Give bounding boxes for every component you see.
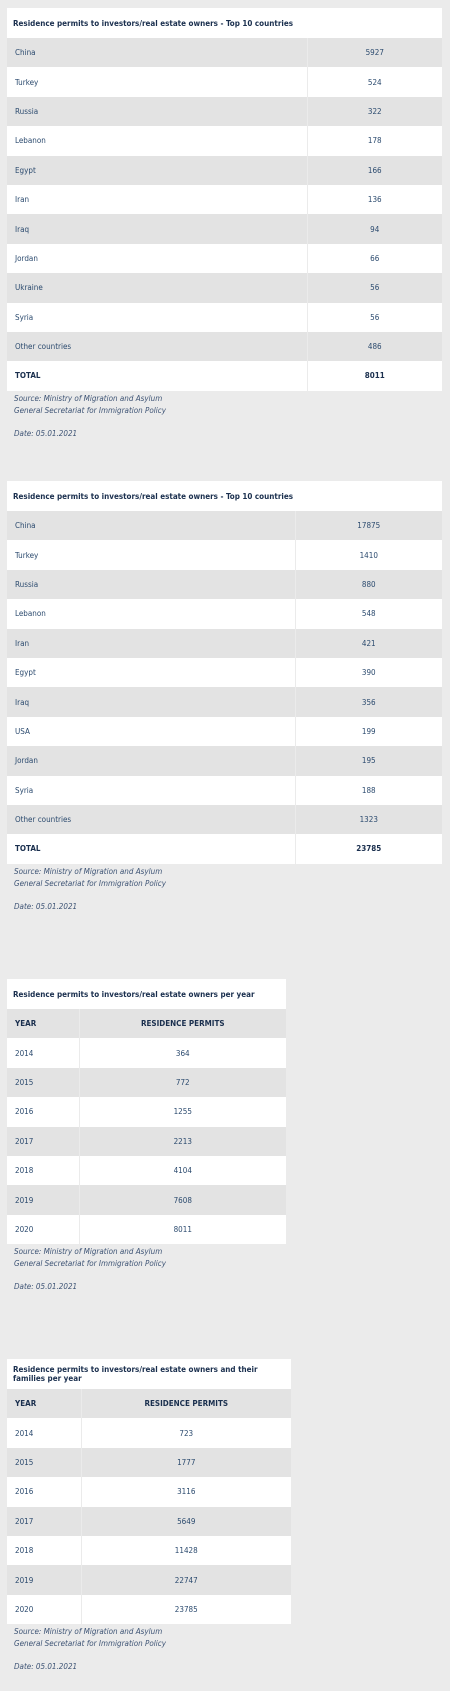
table-row — [7, 1536, 291, 1565]
row-label: China — [7, 38, 307, 67]
row-value: 195 — [295, 746, 442, 775]
row-label: 2017 — [7, 1507, 81, 1536]
source-note — [7, 393, 442, 417]
column-header-permits: RESIDENCE PERMITS — [81, 1389, 291, 1418]
row-label: 2018 — [7, 1536, 81, 1565]
table-row — [7, 1565, 291, 1594]
table-block-1 — [7, 8, 442, 438]
row-value: 5649 — [81, 1507, 291, 1536]
total-label: TOTAL — [7, 834, 295, 863]
table-row — [7, 1418, 291, 1447]
row-value: 11428 — [81, 1536, 291, 1565]
row-value: 524 — [307, 67, 442, 96]
row-label: Russia — [7, 97, 307, 126]
table-row — [7, 687, 442, 716]
source-line-1: Source: Ministry of Migration and Asylum — [14, 1627, 163, 1637]
source-line-1: Source: Ministry of Migration and Asylum — [14, 1247, 163, 1257]
table-caption: Residence permits to investors/real estate owners and their families per year — [7, 1359, 291, 1389]
row-label: Iraq — [7, 214, 307, 243]
row-value: 364 — [79, 1038, 286, 1067]
table-caption-row — [7, 8, 442, 38]
source-line-1: Source: Ministry of Migration and Asylum — [14, 866, 163, 876]
year-table-2 — [7, 1359, 291, 1624]
table-block-2 — [7, 481, 442, 911]
row-value: 723 — [81, 1418, 291, 1447]
table-row — [7, 38, 442, 67]
row-label: 2020 — [7, 1215, 79, 1244]
table-caption-row — [7, 481, 442, 511]
row-value: 17875 — [295, 511, 442, 540]
row-label: Ukraine — [7, 273, 307, 302]
date-note: Date: 05.01.2021 — [14, 901, 78, 911]
row-label: Other countries — [7, 332, 307, 361]
table-row — [7, 599, 442, 628]
table-row — [7, 126, 442, 155]
row-label: 2015 — [7, 1068, 79, 1097]
source-line-2: General Secretariat for Immigration Policy — [14, 1259, 166, 1269]
table-row — [7, 776, 442, 805]
row-label: 2014 — [7, 1418, 81, 1447]
row-value: 1410 — [295, 540, 442, 569]
source-line-2: General Secretariat for Immigration Policy — [14, 1639, 166, 1649]
row-label: Russia — [7, 570, 295, 599]
row-label: 2020 — [7, 1595, 81, 1624]
row-value: 880 — [295, 570, 442, 599]
row-value: 66 — [307, 244, 442, 273]
row-label: Other countries — [7, 805, 295, 834]
table-row — [7, 1448, 291, 1477]
source-line-2: General Secretariat for Immigration Policy — [14, 878, 166, 888]
row-value: 56 — [307, 303, 442, 332]
row-label: 2019 — [7, 1565, 81, 1594]
row-label: Iran — [7, 629, 295, 658]
table-caption: Residence permits to investors/real estate owners - Top 10 countries — [7, 8, 442, 38]
row-value: 7608 — [79, 1185, 286, 1214]
row-label: Jordan — [7, 746, 295, 775]
table-row — [7, 67, 442, 96]
table-row — [7, 156, 442, 185]
source-line-2: General Secretariat for Immigration Policy — [14, 405, 166, 415]
source-line-1: Source: Ministry of Migration and Asylum — [14, 393, 163, 403]
row-label: Syria — [7, 303, 307, 332]
table-row — [7, 658, 442, 687]
table-row — [7, 717, 442, 746]
row-value: 23785 — [81, 1595, 291, 1624]
row-label: Syria — [7, 776, 295, 805]
row-label: Iraq — [7, 687, 295, 716]
table-row — [7, 303, 442, 332]
row-label: USA — [7, 717, 295, 746]
table-row — [7, 185, 442, 214]
row-label: China — [7, 511, 295, 540]
table-row — [7, 1097, 286, 1126]
table-caption-row — [7, 979, 286, 1009]
table-row — [7, 1156, 286, 1185]
row-value: 772 — [79, 1068, 286, 1097]
table-header-row — [7, 1009, 286, 1038]
total-label: TOTAL — [7, 361, 307, 390]
row-label: Turkey — [7, 67, 307, 96]
row-value: 56 — [307, 273, 442, 302]
column-header-year: YEAR — [7, 1009, 79, 1038]
table-row — [7, 511, 442, 540]
row-label: 2018 — [7, 1156, 79, 1185]
date-note: Date: 05.01.2021 — [14, 1662, 78, 1672]
row-label: Egypt — [7, 658, 295, 687]
row-value: 8011 — [79, 1215, 286, 1244]
total-row — [7, 361, 442, 390]
table-row — [7, 1185, 286, 1214]
table-header-row — [7, 1389, 291, 1418]
table-row — [7, 540, 442, 569]
countries-table-1 — [7, 8, 442, 391]
total-value: 8011 — [307, 361, 442, 390]
row-value: 136 — [307, 185, 442, 214]
total-row — [7, 834, 442, 863]
row-label: 2017 — [7, 1127, 79, 1156]
row-value: 356 — [295, 687, 442, 716]
table-row — [7, 332, 442, 361]
row-value: 2213 — [79, 1127, 286, 1156]
row-label: Lebanon — [7, 126, 307, 155]
row-label: 2014 — [7, 1038, 79, 1067]
total-value: 23785 — [295, 834, 442, 863]
row-value: 1323 — [295, 805, 442, 834]
row-value: 421 — [295, 629, 442, 658]
table-row — [7, 214, 442, 243]
year-table-1 — [7, 979, 286, 1244]
row-label: Egypt — [7, 156, 307, 185]
date-note: Date: 05.01.2021 — [14, 1282, 78, 1292]
table-row — [7, 1595, 291, 1624]
table-row — [7, 1477, 291, 1506]
table-row — [7, 1127, 286, 1156]
row-value: 22747 — [81, 1565, 291, 1594]
row-label: Turkey — [7, 540, 295, 569]
row-label: Lebanon — [7, 599, 295, 628]
row-value: 4104 — [79, 1156, 286, 1185]
table-row — [7, 1068, 286, 1097]
table-row — [7, 1507, 291, 1536]
source-note — [7, 1626, 291, 1650]
row-value: 166 — [307, 156, 442, 185]
column-header-permits: RESIDENCE PERMITS — [79, 1009, 286, 1038]
source-note — [7, 866, 442, 890]
row-value: 1777 — [81, 1448, 291, 1477]
row-value: 548 — [295, 599, 442, 628]
table-caption: Residence permits to investors/real estate owners - Top 10 countries — [7, 481, 442, 511]
row-value: 188 — [295, 776, 442, 805]
table-caption-row — [7, 1359, 291, 1389]
table-row — [7, 244, 442, 273]
row-label: 2016 — [7, 1097, 79, 1126]
row-value: 178 — [307, 126, 442, 155]
table-row — [7, 746, 442, 775]
table-row — [7, 629, 442, 658]
row-value: 322 — [307, 97, 442, 126]
row-value: 390 — [295, 658, 442, 687]
row-value: 3116 — [81, 1477, 291, 1506]
table-row — [7, 1215, 286, 1244]
row-value: 1255 — [79, 1097, 286, 1126]
row-label: 2019 — [7, 1185, 79, 1214]
row-label: Iran — [7, 185, 307, 214]
row-label: 2016 — [7, 1477, 81, 1506]
table-row — [7, 570, 442, 599]
row-value: 5927 — [307, 38, 442, 67]
table-block-4 — [7, 1359, 291, 1671]
table-block-3 — [7, 979, 286, 1291]
row-value: 486 — [307, 332, 442, 361]
row-label: 2015 — [7, 1448, 81, 1477]
row-value: 199 — [295, 717, 442, 746]
row-value: 94 — [307, 214, 442, 243]
source-note — [7, 1246, 286, 1270]
column-header-year: YEAR — [7, 1389, 81, 1418]
table-row — [7, 805, 442, 834]
date-note: Date: 05.01.2021 — [14, 428, 78, 438]
countries-table-2 — [7, 481, 442, 864]
table-row — [7, 273, 442, 302]
table-caption: Residence permits to investors/real estate owners per year — [7, 979, 286, 1009]
table-row — [7, 97, 442, 126]
table-row — [7, 1038, 286, 1067]
row-label: Jordan — [7, 244, 307, 273]
